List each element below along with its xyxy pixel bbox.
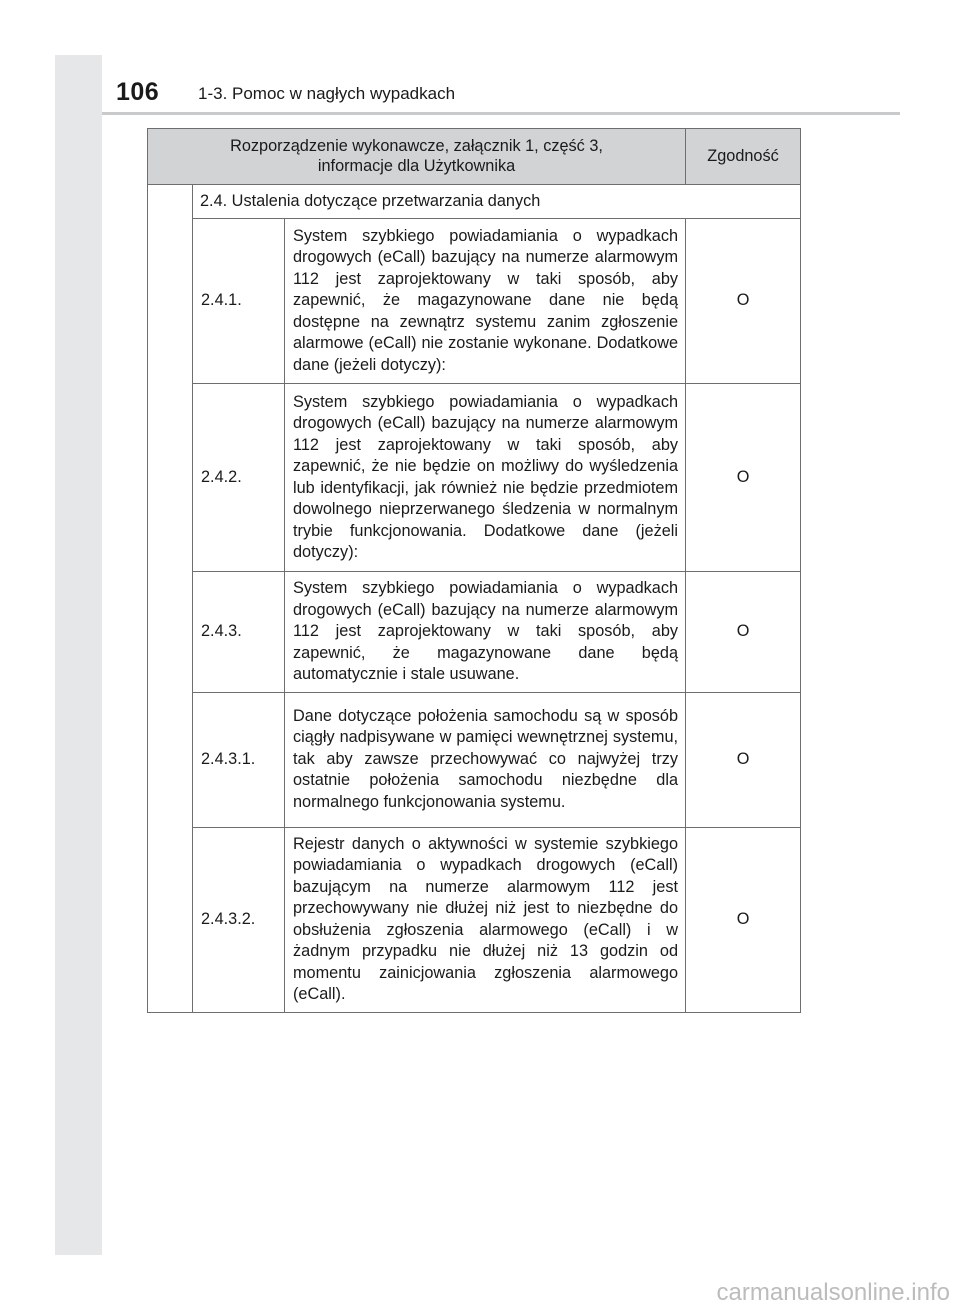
table-row bbox=[148, 219, 801, 384]
indent-cell bbox=[148, 185, 193, 1013]
section-title: 1-3. Pomoc w nagłych wypadkach bbox=[198, 84, 456, 103]
table-row bbox=[148, 827, 801, 1012]
row-number: 2.4.3.1. bbox=[193, 692, 285, 827]
row-compliance: O bbox=[686, 219, 801, 384]
row-compliance: O bbox=[686, 692, 801, 827]
row-description: Rejestr danych o aktywności w systemie szybkiego powiadamiania o wypadkach drogowych (eCall) bazującym na numerze alarmowym 112 jest przechowywany nie dłużej niż jest to niezbędne do obsłużenia zgłoszenia alarmowego (eCall) i w żadnym przypadku nie dłużej niż 13 godzin od momentu zainicjowania zgłoszenia alarmowego (eCall). bbox=[285, 827, 686, 1012]
header-divider bbox=[102, 112, 900, 115]
page-side-strip bbox=[55, 55, 102, 1255]
row-number: 2.4.3. bbox=[193, 572, 285, 693]
table-header-row bbox=[148, 129, 801, 185]
page-number: 106 bbox=[116, 78, 160, 106]
row-description: System szybkiego powiadamiania o wypadkach drogowych (eCall) bazujący na numerze alarmowym 112 jest zaprojektowany w taki sposób, aby zapewnić, że nie będzie on możliwy do wyśledzenia lub identyfikacji, jak również nie będzie przedmiotem dowolnego nieprzerwanego śledzenia w normalnym trybie funkcjonowania. Dodatkowe dane (jeżeli dotyczy): bbox=[285, 384, 686, 572]
row-compliance: O bbox=[686, 384, 801, 572]
regulation-table bbox=[147, 128, 801, 1013]
row-compliance: O bbox=[686, 572, 801, 693]
page-header bbox=[102, 70, 900, 114]
row-number: 2.4.3.2. bbox=[193, 827, 285, 1012]
row-number: 2.4.2. bbox=[193, 384, 285, 572]
section-heading-row bbox=[148, 185, 801, 219]
column-header-regulation: Rozporządzenie wykonawcze, załącznik 1, część 3, informacje dla Użytkownika bbox=[148, 129, 686, 185]
row-description: System szybkiego powiadamiania o wypadkach drogowych (eCall) bazujący na numerze alarmowym 112 jest zaprojektowany w taki sposób, aby zapewnić, że magazynowane dane będą automatycznie i stale usuwane. bbox=[285, 572, 686, 693]
column-header-compliance: Zgodność bbox=[686, 129, 801, 185]
row-number: 2.4.1. bbox=[193, 219, 285, 384]
row-compliance: O bbox=[686, 827, 801, 1012]
watermark: carmanualsonline.info bbox=[716, 1279, 950, 1306]
table-row bbox=[148, 692, 801, 827]
table-row bbox=[148, 384, 801, 572]
section-heading: 2.4. Ustalenia dotyczące przetwarzania danych bbox=[193, 185, 801, 219]
row-description: Dane dotyczące położenia samochodu są w sposób ciągły nadpisywane w pamięci wewnętrznej systemu, tak aby zawsze przechowywać co najwyżej trzy ostatnie położenia samochodu niezbędne dla normalnego funkcjonowania systemu. bbox=[285, 692, 686, 827]
table-row bbox=[148, 572, 801, 693]
row-description: System szybkiego powiadamiania o wypadkach drogowych (eCall) bazujący na numerze alarmowym 112 jest zaprojektowany w taki sposób, aby zapewnić, że magazynowane dane nie będą dostępne na zewnątrz systemu zanim zgłoszenie alarmowe (eCall) nie zostanie wykonane. Dodatkowe dane (jeżeli dotyczy): bbox=[285, 219, 686, 384]
